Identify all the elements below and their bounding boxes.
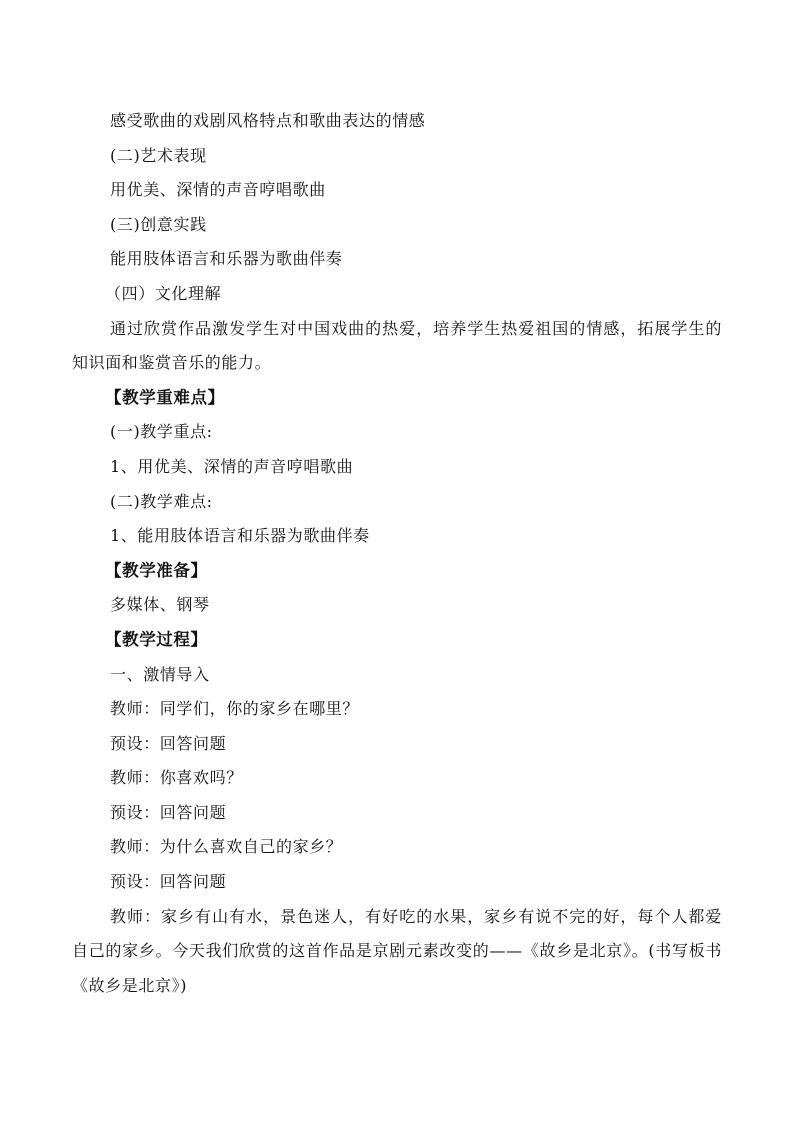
process-heading: 【教学过程】 bbox=[105, 629, 208, 649]
teaching-difficulty-item: 1、能用肢体语言和乐器为歌曲伴奏 bbox=[110, 526, 370, 546]
art-expression-title: (二)艺术表现 bbox=[110, 145, 207, 165]
creative-practice-title: (三)创意实践 bbox=[110, 214, 207, 234]
dialogue-line: 预设：回答问题 bbox=[110, 733, 227, 753]
creative-practice-text: 能用肢体语言和乐器为歌曲伴奏 bbox=[110, 249, 343, 269]
closing-paragraph: 教师：家乡有山有水，景色迷人，有好吃的水果，家乡有说不完的好，每个人都爱自己的家乡。今天我们欣赏的这首作品是京剧元素改变的——《故乡是北京》。(书写板书《故乡是北京》) bbox=[72, 906, 722, 995]
document-body bbox=[72, 104, 722, 1003]
dialogue-line: 教师：你喜欢吗？ bbox=[110, 768, 243, 788]
teaching-focus-item: 1、用优美、深情的声音哼唱歌曲 bbox=[110, 456, 354, 476]
dialogue-line: 教师：同学们，你的家乡在哪里？ bbox=[110, 699, 360, 719]
preparation-heading: 【教学准备】 bbox=[105, 560, 208, 580]
key-points-heading: 【教学重难点】 bbox=[105, 387, 225, 407]
culture-understanding-text: 通过欣赏作品激发学生对中国戏曲的热爱，培养学生热爱祖国的情感，拓展学生的知识面和鉴赏音乐的能力。 bbox=[72, 318, 722, 373]
perception-text: 感受歌曲的戏剧风格特点和歌曲表达的情感 bbox=[110, 111, 426, 130]
teaching-difficulty-title: (二)教学难点: bbox=[110, 491, 213, 511]
teaching-focus-title: (一)教学重点: bbox=[110, 422, 213, 442]
preparation-text: 多媒体、钢琴 bbox=[110, 595, 210, 615]
dialogue-line: 教师：为什么喜欢自己的家乡？ bbox=[110, 837, 343, 857]
dialogue-line: 预设：回答问题 bbox=[110, 872, 227, 892]
step-one-title: 一、激情导入 bbox=[110, 664, 210, 684]
art-expression-text: 用优美、深情的声音哼唱歌曲 bbox=[110, 180, 326, 200]
dialogue-line: 预设：回答问题 bbox=[110, 802, 227, 822]
culture-understanding-title: （四）文化理解 bbox=[105, 283, 222, 303]
